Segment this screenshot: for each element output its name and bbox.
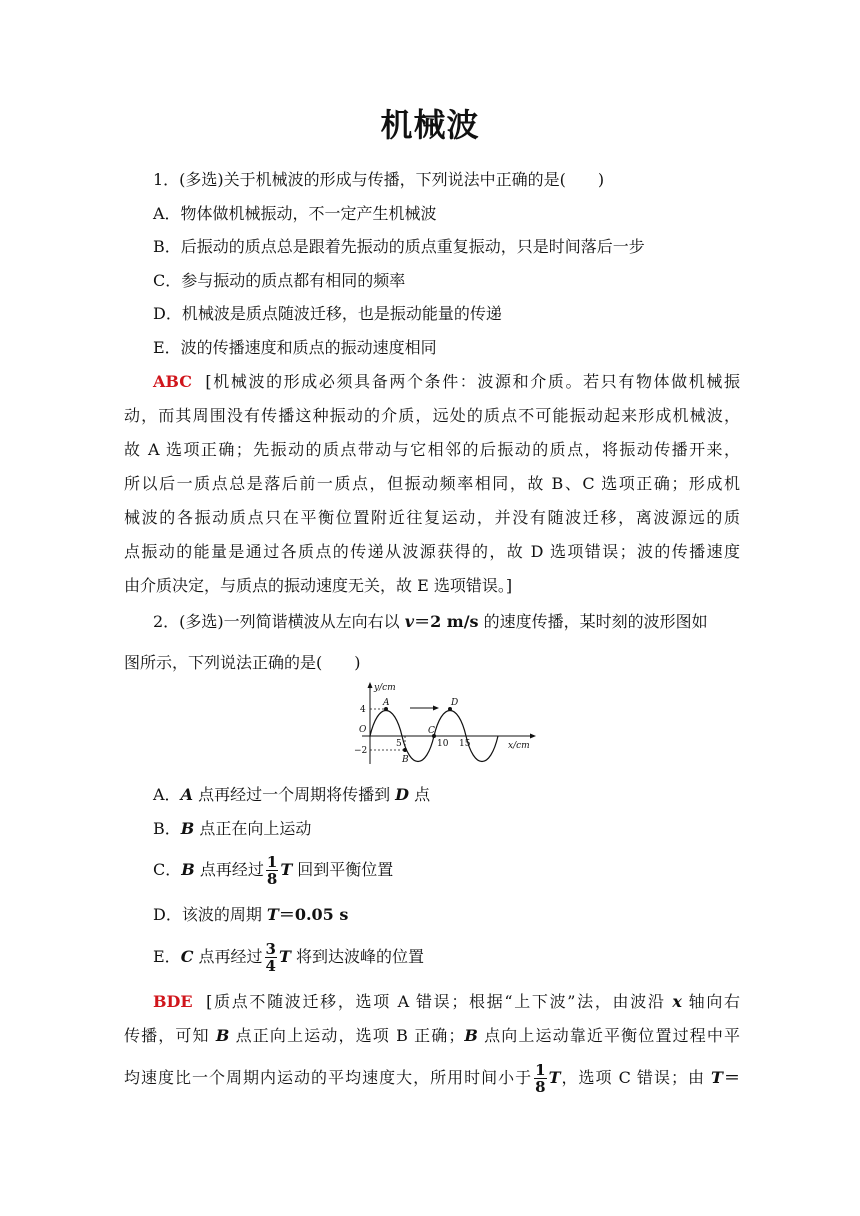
question-1-explanation-line-4: 所以后一质点总是落后前一质点，但振动频率相同，故 B、C 选项正确；形成机 <box>124 474 740 493</box>
question-1-explanation-line-7: 由介质决定，与质点的振动速度无关，故 E 选项错误。] <box>124 576 513 595</box>
origin-label: O <box>359 725 367 735</box>
question-2-option-c: C．B 点再经过 $\frac{1}{8}$ T 回到平衡位置 <box>153 853 394 888</box>
question-2-option-d: D．该波的周期 T＝0.05 s <box>153 905 349 924</box>
question-2-option-a: A．A 点再经过一个周期将传播到 D 点 <box>153 785 431 804</box>
question-2-explanation-line-2: 传播，可知 B 点正向上运动，选项 B 正确；B 点向上运动靠近平衡位置过程中平 <box>124 1026 740 1045</box>
y-axis-label: y/cm <box>374 683 396 693</box>
fraction-one-eighth: $\frac{1}{8}$ <box>266 853 278 888</box>
question-1-explanation-line-3: 故 A 选项正确；先振动的质点带动与它相邻的后振动的质点，将振动传播开来， <box>124 440 740 459</box>
question-1-explanation-line-5: 械波的各振动质点只在平衡位置附近往复运动，并没有随波迁移，离波源远的质 <box>124 508 740 527</box>
question-1-stem: 1．(多选)关于机械波的形成与传播，下列说法中正确的是( ) <box>153 170 605 189</box>
question-2-option-e: E．C 点再经过 $\frac{3}{4}$ T 将到达波峰的位置 <box>153 940 424 975</box>
question-1-option-a: A．物体做机械振动，不一定产生机械波 <box>153 204 437 223</box>
label-b: B <box>402 755 409 765</box>
y-axis-arrow <box>368 682 373 688</box>
question-1-explanation-line-6: 点振动的能量是通过各质点的传递从波源获得的，故 D 选项错误；波的传播速度 <box>124 542 740 561</box>
fraction-three-quarters: $\frac{3}{4}$ <box>265 940 276 975</box>
question-1-option-e: E．波的传播速度和质点的振动速度相同 <box>153 338 437 357</box>
question-2-option-b: B．B 点正在向上运动 <box>153 819 312 838</box>
question-1-option-c: C．参与振动的质点都有相同的频率 <box>153 271 406 290</box>
propagation-arrow-head <box>433 706 439 711</box>
question-2-stem-line-2: 图所示，下列说法正确的是( ) <box>124 653 361 672</box>
x-axis-arrow <box>530 734 536 739</box>
x-tick-5: 5 <box>396 739 402 749</box>
wave-graph <box>350 680 540 766</box>
question-1-option-d: D．机械波是质点随波迁移，也是振动能量的传递 <box>153 304 502 323</box>
wave-graph-svg <box>350 680 540 766</box>
question-1-option-b: B．后振动的质点总是跟着先振动的质点重复振动，只是时间落后一步 <box>153 237 645 256</box>
label-a: A <box>383 698 390 708</box>
x-tick-10: 10 <box>437 739 449 749</box>
point-b <box>403 748 407 752</box>
question-1-explanation-line-2: 动，而其周围没有传播这种振动的介质，远处的质点不可能振动起来形成机械波， <box>124 406 740 425</box>
label-c: C <box>428 726 435 736</box>
question-2-explanation-line-3: 均速度比一个周期内运动的平均速度大，所用时间小于 $\frac{1}{8}$ T，选项 C 错误；由 T＝ <box>124 1061 740 1096</box>
question-2-stem-line-1: 2．(多选)一列简谐横波从左向右以 v＝2 m/s 的速度传播，某时刻的波形图如 <box>153 612 708 631</box>
fraction-one-eighth-explanation: $\frac{1}{8}$ <box>535 1061 546 1096</box>
y-tick-4: 4 <box>360 705 366 715</box>
question-1-explanation-line-1: ABC [机械波的形成必须具备两个条件：波源和介质。若只有物体做机械振 <box>153 372 741 391</box>
label-d: D <box>451 698 459 708</box>
y-tick-neg2: −2 <box>354 746 368 756</box>
page-title: 机械波 <box>380 106 480 144</box>
x-tick-15: 15 <box>459 739 471 749</box>
x-axis-label: x/cm <box>508 741 530 751</box>
question-2-explanation-line-1: BDE [质点不随波迁移，选项 A 错误；根据“上下波”法，由波沿 x 轴向右 <box>153 992 741 1011</box>
question-2-answer: BDE <box>153 992 193 1011</box>
question-1-answer: ABC <box>153 372 192 391</box>
